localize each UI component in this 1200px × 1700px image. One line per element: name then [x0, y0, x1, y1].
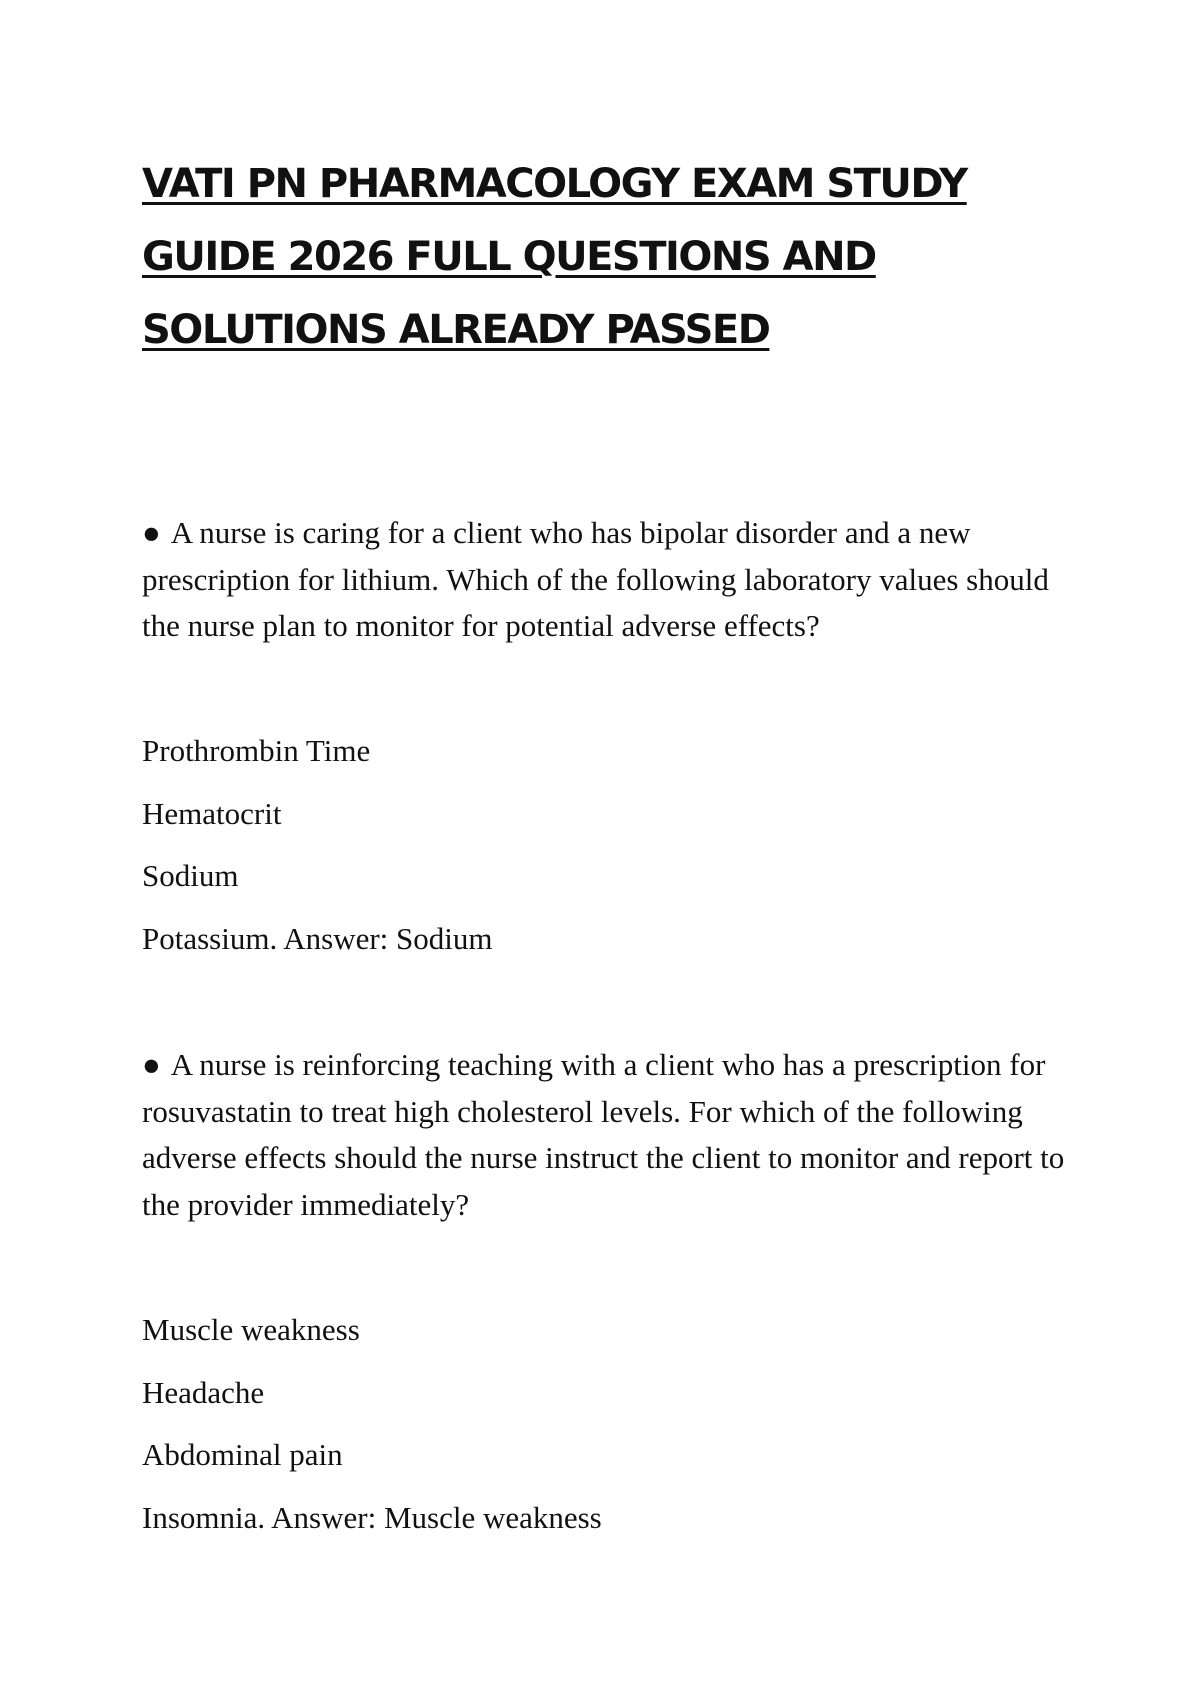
option-item: Prothrombin Time — [142, 733, 371, 768]
title-line: SOLUTIONS ALREADY PASSED — [142, 307, 770, 353]
question-1 — [142, 510, 1082, 650]
option-list — [142, 720, 1082, 970]
question-1-text: A nurse is caring for a client who has bipolar disorder and a new prescription for lithium. Which of the following laboratory values should the nurse plan to monitor for potential adverse effects? — [142, 515, 1049, 643]
title-line: GUIDE 2026 FULL QUESTIONS AND — [142, 234, 876, 280]
bullet-icon: ● — [142, 1047, 161, 1082]
option-item-with-answer: Potassium. Answer: Sodium — [142, 920, 493, 956]
option-item: Abdominal pain — [142, 1437, 343, 1472]
option-item: Headache — [142, 1374, 265, 1410]
option-list — [142, 1299, 1082, 1549]
question-text — [142, 1042, 1082, 1228]
page-title — [142, 148, 1042, 367]
option-item: Hematocrit — [142, 795, 282, 831]
bullet-icon: ● — [142, 515, 161, 550]
option-item: Muscle weakness — [142, 1312, 360, 1347]
option-item-with-answer: Insomnia. Answer: Muscle weakness — [142, 1499, 602, 1535]
question-2 — [142, 1042, 1082, 1228]
question-2-text: A nurse is reinforcing teaching with a client who has a prescription for rosuvastatin to treat high cholesterol levels. For which of the following adverse effects should the nurse instruct the client to monitor and report to the provider immediately? — [142, 1047, 1065, 1222]
question-2-options — [142, 1299, 1082, 1549]
question-text — [142, 510, 1082, 650]
question-1-options — [142, 720, 1082, 970]
option-item: Sodium — [142, 858, 239, 893]
title-line: VATI PN PHARMACOLOGY EXAM STUDY — [142, 161, 967, 207]
